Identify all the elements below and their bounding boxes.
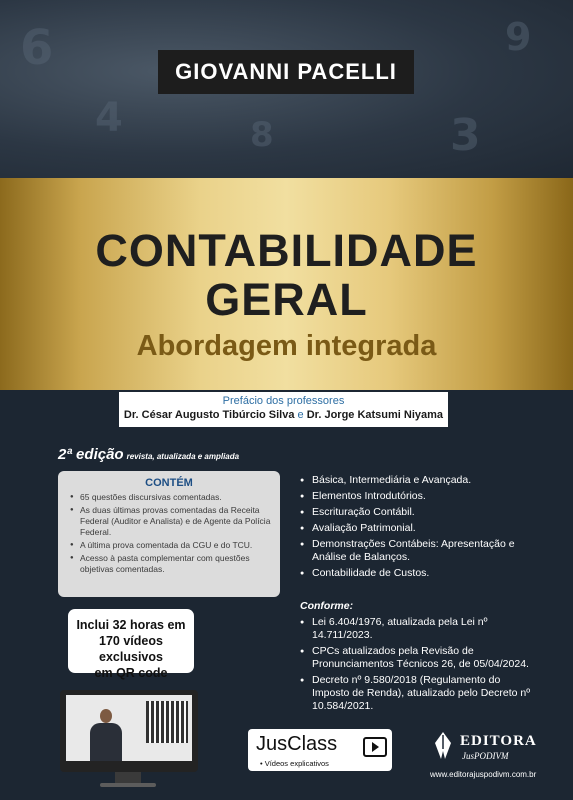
topic-item: ● Básica, Intermediária e Avançada.: [300, 474, 540, 487]
publisher-name: EDITORA: [460, 733, 537, 749]
contents-item: ● 65 questões discursivas comentadas.: [70, 492, 274, 503]
topic-item: ● Avaliação Patrimonial.: [300, 522, 540, 535]
play-icon: [363, 737, 387, 757]
edition-number: 2ª edição: [58, 446, 124, 463]
conforme-label: Conforme:: [300, 600, 354, 612]
monitor-screen: [66, 695, 192, 761]
video-line: em QR code: [94, 666, 168, 680]
law-item: ● Lei 6.404/1976, atualizada pela Lei nº 14.711/2023.: [300, 616, 540, 642]
decorative-number: 9: [505, 15, 532, 59]
pen-nib-icon: [432, 731, 454, 761]
contents-list: [58, 492, 280, 575]
book-title-line-1: CONTABILIDADE: [95, 225, 478, 276]
topic-item: ● Escrituração Contábil.: [300, 506, 540, 519]
contents-item: ● A última prova comentada da CGU e do TCU.: [70, 540, 274, 551]
edition-info: [58, 446, 239, 464]
decorative-number: 8: [250, 115, 274, 155]
preface-connector: e: [297, 409, 304, 421]
publisher-subname: JusPODIVM: [462, 751, 509, 761]
video-info-box: [68, 609, 194, 680]
decorative-number: 6: [20, 20, 54, 76]
preface-label: Prefácio dos professores: [222, 395, 345, 407]
topic-item: ● Demonstrações Contábeis: Apresentação e Análise de Balanços.: [300, 538, 540, 564]
author-name: GIOVANNI PACELLI: [175, 59, 397, 84]
author-banner: [158, 50, 414, 94]
jusclass-tagline: • Vídeos explicativos: [260, 759, 329, 768]
law-list: [300, 616, 540, 716]
contents-box: [58, 471, 280, 597]
topic-item: ● Contabilidade de Custos.: [300, 567, 540, 580]
decorative-number: 3: [450, 110, 481, 161]
qr-code-icon: [146, 701, 188, 743]
preface-names: [119, 409, 448, 421]
edition-note: revista, atualizada e ampliada: [126, 452, 240, 461]
presenter-figure: [90, 723, 122, 761]
video-line: 170 vídeos exclusivos: [99, 634, 163, 664]
law-item: ● Decreto nº 9.580/2018 (Regulamento do Imposto de Renda), atualizado pelo Decreto nº 10.584/2021.: [300, 674, 540, 713]
book-title-line-2: GERAL: [205, 274, 368, 325]
book-subtitle: Abordagem integrada: [136, 330, 437, 362]
jusclass-badge: [248, 729, 392, 771]
monitor-base: [100, 783, 156, 787]
contents-item: ● Acesso à pasta complementar com questões objetivas comentadas.: [70, 553, 274, 575]
video-line: Inclui 32 horas em: [76, 618, 186, 632]
law-item: ● CPCs atualizados pela Revisão de Pronunciamentos Técnicos 26, de 05/04/2024.: [300, 645, 540, 671]
preface-name-1: Dr. César Augusto Tibúrcio Silva: [123, 409, 295, 421]
jusclass-logo: JusClass: [256, 733, 338, 755]
preface-name-2: Dr. Jorge Katsumi Niyama: [306, 409, 444, 421]
contents-title: CONTÉM: [145, 477, 193, 489]
preface-box: [119, 392, 448, 427]
contents-item: ● As duas últimas provas comentadas da Receita Federal (Auditor e Analista) e de Agente da Polícia Federal.: [70, 505, 274, 538]
monitor-illustration: [60, 690, 198, 772]
topic-item: ● Elementos Introdutórios.: [300, 490, 540, 503]
publisher-url: www.editorajuspodivm.com.br: [430, 770, 537, 779]
presenter-head: [100, 709, 112, 723]
decorative-number: 4: [95, 95, 123, 141]
topics-list: [300, 474, 540, 583]
